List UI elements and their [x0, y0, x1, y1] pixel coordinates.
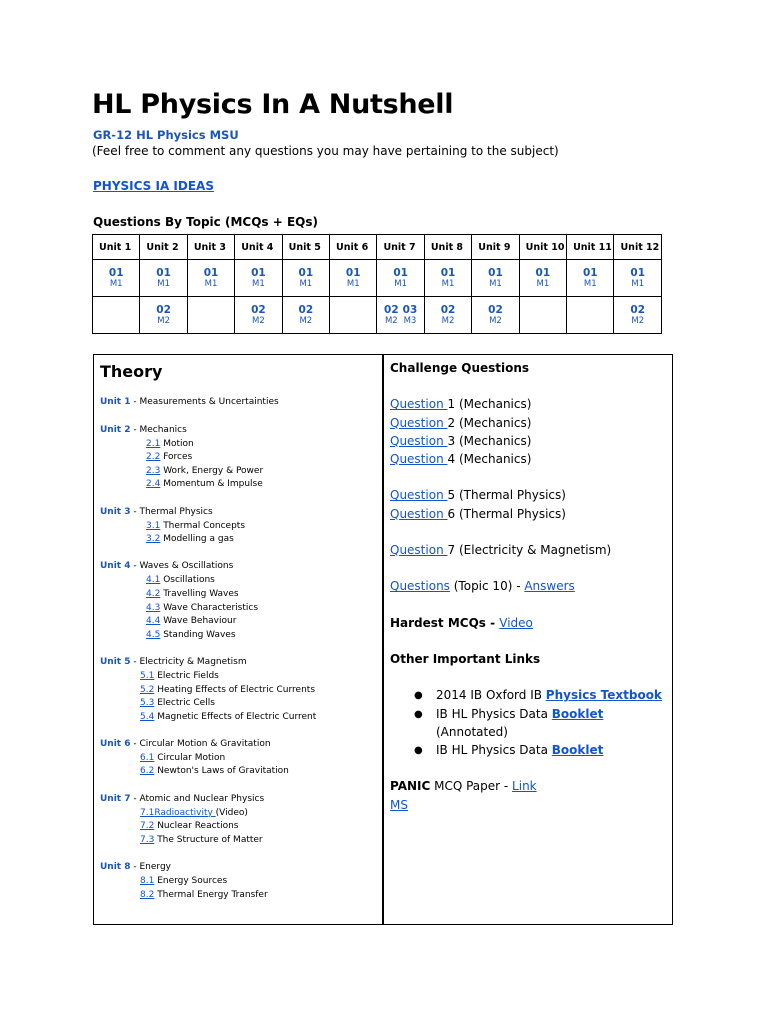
- unit-title: - Circular Motion & Gravitation: [130, 738, 271, 749]
- radioactivity-video-link[interactable]: Radioactivity: [154, 807, 216, 818]
- unit-cell: [235, 260, 282, 297]
- subtopic-link[interactable]: 6.2: [140, 766, 155, 777]
- subtopic-link[interactable]: 8.2: [140, 889, 155, 900]
- subtopic-line: [100, 766, 316, 780]
- subtopic-title: Nuclear Reactions: [154, 821, 239, 832]
- markscheme-link[interactable]: M3: [403, 315, 417, 326]
- link-list-item: [390, 743, 662, 761]
- subtopic-line: [100, 575, 316, 589]
- panic-text: MCQ Paper -: [430, 779, 513, 794]
- subtitle: GR-12 HL Physics MSU: [93, 128, 239, 142]
- subtopic-link[interactable]: 7.1: [140, 807, 155, 818]
- theory-list: [100, 397, 316, 903]
- unit-header: Unit 8: [424, 235, 471, 260]
- subtopic-title: Heating Effects of Electric Currents: [154, 684, 316, 695]
- unit-cell: [424, 260, 471, 297]
- question-link[interactable]: 02: [251, 303, 266, 316]
- panic-link[interactable]: Link: [512, 779, 537, 794]
- markscheme-link[interactable]: M1: [346, 278, 360, 289]
- question-link[interactable]: 02: [630, 303, 646, 316]
- unit-cell: [472, 297, 519, 334]
- theory-unit-line: [100, 561, 316, 575]
- subtopic-line: [100, 466, 316, 480]
- subtopic-title: Thermal Concepts: [160, 520, 246, 531]
- subtopic-link[interactable]: 3.2: [146, 534, 161, 545]
- subtopic-title: Electric Cells: [154, 698, 215, 709]
- unit-cell: [93, 260, 140, 297]
- theory-unit-line: [100, 397, 316, 411]
- unit-title: - Measurements & Uncertainties: [130, 397, 279, 407]
- unit-label-link[interactable]: Unit 3: [100, 506, 131, 517]
- units-header-row: [93, 235, 662, 260]
- unit-cell: [235, 297, 282, 334]
- subtopic-line: [100, 479, 316, 493]
- question-link[interactable]: 01: [535, 266, 551, 279]
- subtopic-link[interactable]: 4.4: [146, 616, 161, 627]
- challenge-question-row: [390, 507, 662, 525]
- subtopic-title: Modelling a gas: [160, 534, 234, 545]
- topic10-text: (Topic 10) -: [449, 579, 525, 594]
- unit-header: Unit 12: [614, 235, 662, 260]
- subtopic-link[interactable]: 4.5: [146, 629, 161, 640]
- link-prefix: IB HL Physics Data: [436, 742, 552, 757]
- unit-title: - Mechanics: [130, 424, 187, 435]
- panic-label: PANIC: [390, 779, 431, 794]
- other-links-heading: Other Important Links: [390, 652, 541, 666]
- answers-link[interactable]: Answers: [524, 579, 575, 594]
- question-link[interactable]: 01: [440, 266, 456, 279]
- subtopic-title: Newton's Laws of Gravitation: [154, 766, 289, 777]
- markscheme-link[interactable]: M2: [631, 315, 645, 326]
- subtopic-line: [100, 808, 316, 822]
- unit-cell: [377, 297, 424, 334]
- subtopic-title: (Video): [215, 807, 248, 818]
- subtopic-title: Momentum & Impulse: [160, 479, 263, 490]
- theory-unit-line: [100, 794, 316, 808]
- theory-heading: Theory: [100, 362, 163, 381]
- challenge-question-row: [390, 543, 662, 561]
- unit-header: Unit 4: [235, 235, 282, 260]
- theory-unit-line: [100, 862, 316, 876]
- unit-label-link[interactable]: Unit 6: [100, 738, 131, 749]
- markscheme-link[interactable]: M1: [204, 278, 218, 289]
- unit-header: Unit 1: [93, 235, 140, 260]
- question-number: 2: [447, 415, 456, 430]
- markscheme-link[interactable]: M1: [441, 278, 455, 289]
- unit-cell: [519, 260, 566, 297]
- question-link[interactable]: Question: [390, 542, 448, 557]
- question-topic: (Thermal Physics): [458, 506, 566, 521]
- subtopic-title: Motion: [160, 438, 194, 449]
- subtopic-title: The Structure of Matter: [154, 834, 263, 845]
- subtopic-title: Work, Energy & Power: [160, 465, 264, 476]
- unit-title: - Atomic and Nuclear Physics: [130, 793, 265, 804]
- question-link[interactable]: 01: [393, 266, 408, 279]
- unit-label-link[interactable]: Unit 8: [100, 862, 131, 873]
- unit-label-link[interactable]: Unit 2: [100, 424, 131, 435]
- subtopic-line: [100, 876, 316, 890]
- unit-header: Unit 10: [519, 235, 566, 260]
- page-title: HL Physics In A Nutshell: [92, 89, 454, 120]
- subtopic-title: Energy Sources: [154, 876, 228, 887]
- markscheme-link[interactable]: M1: [583, 278, 597, 289]
- question-link[interactable]: 01: [203, 266, 219, 279]
- question-link[interactable]: Question: [390, 433, 448, 448]
- unit-cell-empty: [187, 297, 234, 334]
- topic10-row: [390, 579, 662, 597]
- hardest-mcqs-label: Hardest MCQs -: [390, 615, 500, 630]
- unit-title: - Waves & Oscillations: [130, 561, 234, 572]
- question-topic: (Mechanics): [458, 397, 532, 412]
- units-row-1: [93, 260, 662, 297]
- unit-title: - Thermal Physics: [130, 506, 213, 517]
- subtopic-link[interactable]: 2.2: [146, 452, 161, 463]
- subtopic-title: Oscillations: [160, 575, 215, 586]
- theory-unit-line: [100, 507, 316, 521]
- link-prefix: IB HL Physics Data: [436, 706, 552, 721]
- question-number: 4: [447, 451, 456, 466]
- question-link[interactable]: Question: [390, 451, 448, 466]
- subtopic-link[interactable]: 3.1: [146, 520, 161, 531]
- unit-cell: [187, 260, 234, 297]
- subtopic-link[interactable]: 4.3: [146, 602, 161, 613]
- subtopic-link[interactable]: 5.1: [140, 670, 155, 681]
- challenge-question-row: [390, 434, 662, 452]
- question-pair: [403, 304, 418, 327]
- unit-cell: [140, 260, 187, 297]
- physics-textbook-link[interactable]: Physics Textbook: [545, 688, 662, 703]
- question-link[interactable]: Question: [390, 488, 448, 503]
- hardest-mcqs-row: [390, 616, 662, 634]
- question-topic: (Mechanics): [458, 415, 532, 430]
- unit-cell: [567, 260, 614, 297]
- markscheme-link[interactable]: M1: [299, 278, 313, 289]
- topic10-questions-link[interactable]: Questions: [390, 579, 450, 594]
- subtopic-title: Electric Fields: [154, 670, 219, 681]
- markscheme-link[interactable]: M2: [384, 315, 398, 326]
- challenge-question-row: [390, 452, 662, 470]
- unit-header: Unit 6: [330, 235, 377, 260]
- subtopic-line: [100, 698, 316, 712]
- unit-cell: [377, 260, 424, 297]
- challenge-heading: Challenge Questions: [390, 361, 530, 375]
- question-link[interactable]: 01: [582, 266, 598, 279]
- subtopic-title: Forces: [160, 452, 193, 463]
- unit-cell-empty: [330, 297, 377, 334]
- question-link[interactable]: 02: [488, 303, 503, 316]
- theory-column: [94, 355, 384, 924]
- subtopic-title: Magnetic Effects of Electric Current: [154, 711, 317, 722]
- question-link[interactable]: 01: [251, 266, 266, 279]
- ia-ideas-link[interactable]: PHYSICS IA IDEAS: [93, 179, 214, 193]
- subtopic-line: [100, 439, 316, 453]
- markscheme-link[interactable]: M1: [394, 278, 408, 289]
- subtopic-link[interactable]: 6.1: [140, 752, 155, 763]
- unit-title: - Energy: [130, 862, 171, 873]
- subtopic-title: Wave Characteristics: [160, 602, 259, 613]
- data-booklet-link[interactable]: Booklet: [551, 742, 604, 757]
- data-booklet-annotated-link[interactable]: Booklet: [551, 706, 604, 721]
- subtopic-title: Travelling Waves: [160, 588, 239, 599]
- subtopic-link[interactable]: 7.3: [140, 834, 155, 845]
- ms-link[interactable]: MS: [390, 797, 408, 812]
- markscheme-link[interactable]: M2: [252, 315, 265, 326]
- subtopic-title: Wave Behaviour: [160, 616, 237, 627]
- link-list-item: [390, 688, 662, 706]
- theory-unit-line: [100, 425, 316, 439]
- unit-label-link[interactable]: Unit 4: [100, 561, 131, 572]
- units-row-2: [93, 297, 662, 334]
- question-link[interactable]: Question: [390, 397, 448, 412]
- subtopic-line: [100, 671, 316, 685]
- subtopic-title: Circular Motion: [154, 752, 226, 763]
- subtopic-link[interactable]: 4.2: [146, 588, 161, 599]
- unit-header: Unit 5: [282, 235, 329, 260]
- unit-cell: [140, 297, 187, 334]
- question-link[interactable]: 01: [345, 266, 361, 279]
- units-table: [92, 234, 662, 334]
- subtopic-title: Thermal Energy Transfer: [154, 889, 268, 900]
- subtopic-link[interactable]: 4.1: [146, 575, 161, 586]
- question-number: 3: [447, 433, 456, 448]
- note-text: (Feel free to comment any questions you may have pertaining to the subject): [92, 144, 559, 158]
- unit-header: Unit 9: [472, 235, 519, 260]
- question-number: 6: [447, 506, 456, 521]
- markscheme-link[interactable]: M1: [536, 278, 550, 289]
- unit-label-link[interactable]: Unit 5: [100, 656, 131, 667]
- question-link[interactable]: 01: [108, 266, 124, 279]
- unit-header: Unit 3: [187, 235, 234, 260]
- question-link[interactable]: 01: [156, 266, 171, 279]
- subtopic-link[interactable]: 8.1: [140, 876, 155, 887]
- question-number: 5: [447, 488, 456, 503]
- challenge-list: [390, 361, 662, 816]
- subtopic-link[interactable]: 5.2: [140, 684, 155, 695]
- question-topic: (Mechanics): [458, 451, 532, 466]
- unit-cell: [614, 260, 662, 297]
- theory-unit-line: [100, 739, 316, 753]
- unit-cell: [424, 297, 471, 334]
- subtopic-link[interactable]: 5.4: [140, 711, 155, 722]
- link-suffix: (Annotated): [436, 724, 508, 739]
- challenge-question-row: [390, 416, 662, 434]
- markscheme-link[interactable]: M1: [157, 278, 170, 289]
- markscheme-link[interactable]: M2: [157, 315, 170, 326]
- unit-cell: [330, 260, 377, 297]
- question-number: 1: [447, 397, 456, 412]
- unit-cell: [282, 260, 329, 297]
- unit-cell-empty: [519, 297, 566, 334]
- link-list-item: [390, 707, 662, 725]
- markscheme-link[interactable]: M2: [441, 315, 455, 326]
- subtopic-line: [100, 452, 316, 466]
- theory-unit-line: [100, 657, 316, 671]
- challenge-question-row: [390, 397, 662, 415]
- markscheme-link[interactable]: M2: [299, 315, 313, 326]
- question-link[interactable]: 02: [156, 303, 171, 316]
- subtopic-line: [100, 603, 316, 617]
- questions-heading: Questions By Topic (MCQs + EQs): [93, 215, 318, 229]
- question-link[interactable]: Question: [390, 506, 448, 521]
- question-number: 7: [447, 542, 456, 557]
- link-prefix: 2014 IB Oxford IB: [436, 688, 546, 703]
- question-pair: [384, 304, 399, 327]
- subtopic-link[interactable]: 2.3: [146, 465, 161, 476]
- unit-header: Unit 7: [377, 235, 424, 260]
- video-link[interactable]: Video: [499, 615, 533, 630]
- unit-header: Unit 2: [140, 235, 187, 260]
- subtopic-line: [100, 630, 316, 644]
- subtopic-line: [100, 589, 316, 603]
- ms-row: [390, 798, 662, 816]
- markscheme-link[interactable]: M1: [252, 278, 265, 289]
- question-link[interactable]: 02: [384, 303, 399, 316]
- subtopic-link[interactable]: 7.2: [140, 821, 155, 832]
- unit-cell: [282, 297, 329, 334]
- subtopic-link[interactable]: 2.1: [146, 438, 161, 449]
- challenge-question-row: [390, 488, 662, 506]
- subtopic-line: [100, 616, 316, 630]
- subtopic-line: [100, 712, 316, 726]
- question-link[interactable]: Question: [390, 415, 448, 430]
- subtopic-line: [100, 821, 316, 835]
- subtopic-link[interactable]: 5.3: [140, 698, 155, 709]
- subtopic-line: [100, 835, 316, 849]
- unit-cell-empty: [93, 297, 140, 334]
- question-link[interactable]: 03: [402, 303, 418, 316]
- subtopic-link[interactable]: 2.4: [146, 479, 161, 490]
- unit-header: Unit 11: [567, 235, 614, 260]
- unit-title: - Electricity & Magnetism: [130, 656, 247, 667]
- subtopic-title: Standing Waves: [160, 629, 236, 640]
- markscheme-link[interactable]: M2: [489, 315, 502, 326]
- subtopic-line: [100, 753, 316, 767]
- subtopic-line: [100, 521, 316, 535]
- subtopic-line: [100, 890, 316, 904]
- theory-challenge-table: [93, 354, 673, 925]
- challenge-column: [384, 355, 672, 924]
- unit-cell: [472, 260, 519, 297]
- markscheme-link[interactable]: M1: [489, 278, 502, 289]
- question-link[interactable]: 02: [298, 303, 314, 316]
- unit-cell-empty: [567, 297, 614, 334]
- question-link[interactable]: 02: [440, 303, 456, 316]
- question-link[interactable]: 01: [298, 266, 314, 279]
- unit-cell: [614, 297, 662, 334]
- unit-label-link[interactable]: Unit 1: [100, 397, 131, 407]
- markscheme-link[interactable]: M1: [109, 278, 123, 289]
- panic-row: [390, 779, 662, 797]
- subtopic-line: [100, 685, 316, 699]
- question-link[interactable]: 01: [488, 266, 503, 279]
- question-topic: (Electricity & Magnetism): [458, 542, 612, 557]
- question-link[interactable]: 01: [630, 266, 646, 279]
- question-topic: (Mechanics): [458, 433, 532, 448]
- question-topic: (Thermal Physics): [458, 488, 566, 503]
- subtopic-line: [100, 534, 316, 548]
- markscheme-link[interactable]: M1: [631, 278, 645, 289]
- unit-label-link[interactable]: Unit 7: [100, 793, 131, 804]
